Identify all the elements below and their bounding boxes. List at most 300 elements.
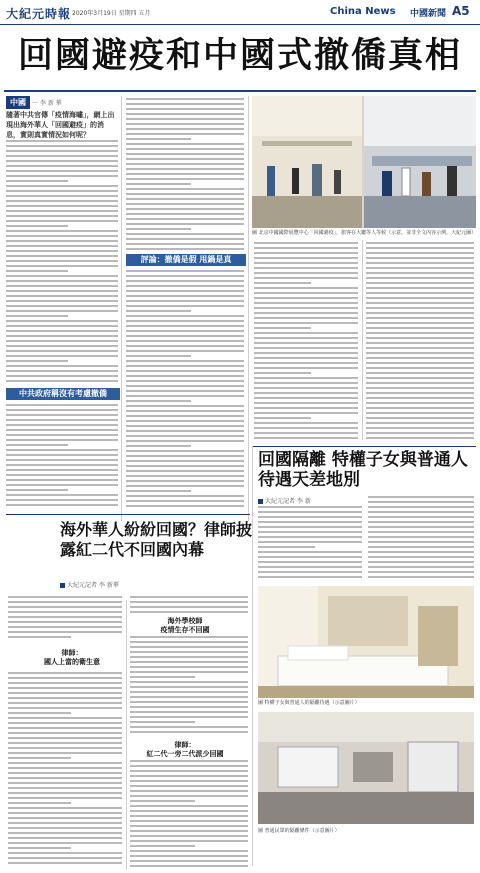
text-line [126,405,244,407]
text-line [8,596,122,598]
text-line [126,228,191,230]
text-line [126,310,191,312]
text-line [258,506,362,508]
text-line [130,760,248,762]
section-tag-byline: 一 李 新 華 [32,100,62,107]
text-line [126,450,244,452]
text-line [126,143,244,145]
text-line [130,656,248,658]
text-line [366,277,474,279]
text-line [366,322,474,324]
text-line [126,400,191,402]
text-line [366,362,474,364]
text-line [366,282,474,284]
text-line [6,270,68,272]
text-line [254,377,358,379]
text-line [130,820,248,822]
text-line [126,103,244,105]
text-line [258,536,362,538]
text-line [8,812,122,814]
text-line [130,671,248,673]
text-line [130,775,248,777]
right-box-byline: 大紀元記者 李 新 [258,496,311,505]
text-line [258,546,315,548]
text-line [6,499,118,501]
text-line [126,445,191,447]
text-line [368,511,474,513]
inner-subhead-3: 律師： 紅二代一旁二代派少回國 [146,740,224,758]
text-line [130,666,248,668]
text-line [130,800,195,802]
text-line [6,220,118,222]
text-line [126,420,244,422]
text-line [366,242,474,244]
text-line [126,425,244,427]
text-line [6,335,118,337]
text-line [6,479,118,481]
text-line [126,470,244,472]
text-line [130,830,248,832]
text-line [126,118,244,120]
text-line [126,275,244,277]
box-rule [252,446,476,447]
text-line [8,837,122,839]
text-line [366,247,474,249]
text-line [366,427,474,429]
text-line [258,521,362,523]
text-line [366,307,474,309]
text-line [8,757,71,759]
text-line [6,145,118,147]
article-lead: 隨著中共官傳「疫情海嘯」，網上出現出海外華人「回國避疫」的消息，實則真實情況如何呢？ [6,111,115,139]
text-line [368,516,474,518]
text-line [366,332,474,334]
text-line [126,345,244,347]
text-line [8,787,122,789]
photo-airport-hall [252,96,476,228]
text-line [130,810,248,812]
text-line [126,223,244,225]
text-line [8,626,122,628]
text-line [254,332,358,334]
text-line [254,287,358,289]
text-line [8,742,122,744]
text-line [366,422,474,424]
text-line [368,566,474,568]
text-line [126,113,244,115]
text-line [254,392,358,394]
text-line [126,435,244,437]
text-line [8,707,122,709]
text-line [130,815,248,817]
text-line [368,561,474,563]
text-line [6,210,118,212]
text-line [130,706,248,708]
text-line [130,780,248,782]
text-line [126,108,244,110]
text-line [6,315,68,317]
column-divider [126,600,127,870]
text-line [6,250,118,252]
text-line [6,295,118,297]
text-line [6,325,118,327]
text-line [130,726,248,728]
text-line [258,526,362,528]
text-line [254,327,311,329]
text-line [6,464,118,466]
photo-room-floor-art [258,712,474,824]
text-line [6,494,118,496]
text-line [8,817,122,819]
column-divider [252,446,253,866]
text-line [130,855,248,857]
text-line [8,687,122,689]
text-line [6,310,118,312]
text-line [254,292,358,294]
text-line [126,385,244,387]
text-line [126,380,244,382]
text-line [126,325,244,327]
text-line [126,490,191,492]
text-line [130,770,248,772]
text-line [254,397,358,399]
main-headline: 回國避疫和中國式撤僑真相 [17,35,462,76]
text-line [126,495,244,497]
text-line [258,531,362,533]
text-line [126,440,244,442]
text-line [130,711,248,713]
text-line [8,822,122,824]
text-line [126,315,244,317]
text-line [8,777,122,779]
text-line [6,240,118,242]
text-line [8,857,122,859]
text-line [6,305,118,307]
text-line [8,782,122,784]
text-line [366,352,474,354]
text-line [6,140,118,142]
text-line [6,265,118,267]
text-line [130,611,248,613]
text-line [368,526,474,528]
page-number: A5 [452,4,470,18]
text-line [126,475,244,477]
text-line [368,546,474,548]
text-line [126,203,244,205]
text-line [126,168,244,170]
text-line [130,681,248,683]
text-line [258,556,362,558]
text-line [6,225,68,227]
text-line [126,505,244,507]
text-line [6,280,118,282]
text-line [126,285,244,287]
text-line [6,155,118,157]
text-line [366,387,474,389]
text-line [366,252,474,254]
text-line [6,350,118,352]
text-line [6,290,118,292]
text-line [126,415,244,417]
text-line [126,370,244,372]
text-line [254,247,358,249]
column-divider [248,96,249,521]
text-line [126,178,244,180]
text-line [126,375,244,377]
text-line [366,417,474,419]
text-line [8,717,122,719]
text-line [126,290,244,292]
text-line [8,827,122,829]
text-line [130,850,248,852]
text-line [6,340,118,342]
text-line [8,611,122,613]
text-line [6,185,118,187]
text-line [258,516,362,518]
text-line [368,551,474,553]
text-line [366,397,474,399]
text-line [368,521,474,523]
photo1-caption: 圖 北京中國國際展覽中心「回國避疫」，旅客在大廳等人等候（示意，並非全文內容示例，大紀元圖） [252,230,477,236]
text-line [126,270,244,272]
text-line [126,98,244,100]
text-line [126,148,244,150]
text-line [6,370,118,372]
text-line [126,128,244,130]
text-line [254,422,358,424]
text-line [258,576,362,578]
text-line [126,390,244,392]
text-line [130,805,248,807]
text-line [126,360,244,362]
text-line [6,175,118,177]
text-line [130,691,248,693]
text-line [254,407,358,409]
left-box-byline: 大紀元記者 李 新華 [60,580,119,589]
text-line [6,355,118,357]
masthead: 大紀元時報 [6,7,72,21]
text-line [126,365,244,367]
text-line [6,235,118,237]
text-line [6,409,118,411]
text-line [130,606,248,608]
text-line [254,307,358,309]
text-line [6,165,118,167]
left-box-title: 海外華人紛紛回國？律師披露紅二代不回國內幕 [60,520,253,559]
text-line [126,465,244,467]
text-line [126,138,191,140]
text-line [368,541,474,543]
text-line [6,170,118,172]
text-line [130,790,248,792]
text-line [258,571,362,573]
text-line [6,489,68,491]
text-line [130,646,248,648]
text-line [366,302,474,304]
text-line [130,701,248,703]
text-line [130,765,248,767]
text-line [130,596,248,598]
text-line [126,238,244,240]
photo3-caption: 圖 普通民眾的隔離條件（示意圖片） [258,828,340,834]
text-line [126,198,244,200]
text-line [6,454,118,456]
text-line [126,123,244,125]
text-line [8,807,122,809]
text-line [6,380,118,382]
text-line [8,852,122,854]
text-line [6,215,118,217]
text-line [254,352,358,354]
text-line [126,193,244,195]
text-line [130,686,248,688]
text-line [366,272,474,274]
text-line [8,672,122,674]
text-line [8,677,122,679]
text-line [368,501,474,503]
photo-hotel-room [258,586,474,698]
text-line [126,183,191,185]
text-line [6,439,118,441]
text-line [8,722,122,724]
text-line [254,257,358,259]
text-line [368,496,474,498]
text-line [126,133,244,135]
text-line [130,840,248,842]
text-line [366,317,474,319]
column-divider [362,240,363,440]
text-line [254,362,358,364]
text-line [6,449,118,451]
text-line [126,480,244,482]
text-line [8,692,122,694]
text-line [130,696,248,698]
text-line [6,260,118,262]
photo-airport-hall-art [252,96,476,228]
text-line [366,267,474,269]
text-line [254,277,358,279]
text-line [6,375,118,377]
section-tag-china: 中國 [6,96,30,109]
text-line [8,792,122,794]
text-line [126,153,244,155]
text-line [368,506,474,508]
text-line [126,218,244,220]
text-line [130,785,248,787]
text-line [126,300,244,302]
text-line [368,571,474,573]
text-line [254,417,311,419]
text-line [366,337,474,339]
text-line [126,163,244,165]
text-line [6,474,118,476]
text-line [366,412,474,414]
text-line [6,245,118,247]
text-line [8,621,122,623]
text-line [8,737,122,739]
text-line [254,282,311,284]
text-line [366,262,474,264]
text-line [254,387,358,389]
text-line [8,862,122,864]
text-line [126,320,244,322]
text-line [6,255,118,257]
text-line [6,230,118,232]
text-line [366,367,474,369]
text-line [254,427,358,429]
text-line [6,150,118,152]
dateline: 2020年3月19日 星期四 五月 [72,10,151,17]
text-line [366,327,474,329]
text-line [130,601,248,603]
text-line [126,208,244,210]
text-line [126,410,244,412]
text-line [366,402,474,404]
photo-room-floor [258,712,474,824]
text-line [126,335,244,337]
text-line [6,345,118,347]
text-line [254,432,358,434]
text-line [254,367,358,369]
text-line [6,504,118,506]
text-line [126,158,244,160]
text-line [366,297,474,299]
text-line [126,395,244,397]
text-line [366,357,474,359]
text-line [366,437,474,439]
section-brand-english: China News [330,6,396,17]
text-line [368,556,474,558]
headline-rule [4,90,476,92]
text-line [366,287,474,289]
text-line [254,272,358,274]
text-line [254,337,358,339]
text-line [366,292,474,294]
text-line [126,213,244,215]
text-line [126,295,244,297]
text-line [6,275,118,277]
text-line [130,716,248,718]
text-line [126,340,244,342]
text-line [126,350,244,352]
text-line [368,576,474,578]
text-line [366,342,474,344]
text-line [8,832,122,834]
photo-hotel-room-art [258,586,474,698]
text-line [8,797,122,799]
text-line [254,322,358,324]
text-line [6,365,118,367]
text-line [130,676,195,678]
text-line [8,762,122,764]
text-line [6,404,118,406]
text-line [130,825,248,827]
text-line [8,712,71,714]
section-brand-chinese: 中國新聞 [410,9,447,19]
text-line [8,682,122,684]
text-line [126,305,244,307]
text-line [6,320,118,322]
text-line [8,727,122,729]
text-line [6,429,118,431]
text-line [254,412,358,414]
box-rule [6,514,250,515]
text-line [126,233,244,235]
text-line [254,357,358,359]
text-line [126,355,191,357]
text-line [6,484,118,486]
text-line [126,243,244,245]
